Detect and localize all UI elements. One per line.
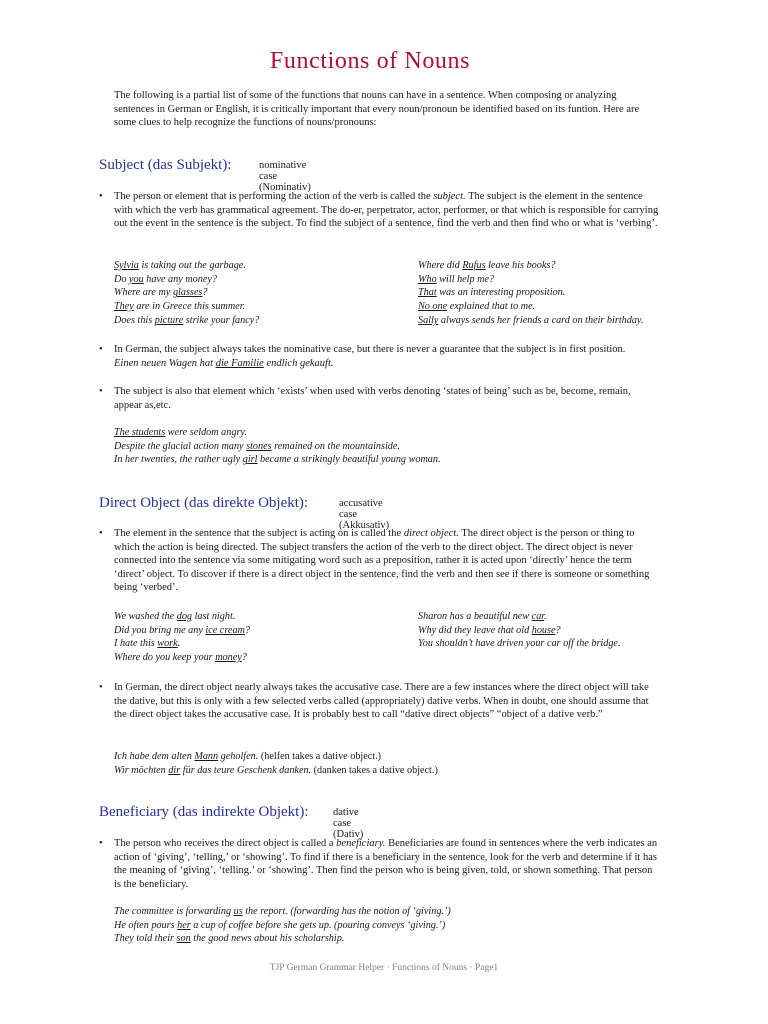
subject-german-note [114,343,659,370]
example-line: No one explained that to me. [418,301,536,313]
direct-object-case: accusative case (Akkusativ) [339,498,390,531]
bullet-dot: • [99,682,103,693]
example-line: Where did Rufus leave his books? [418,260,556,271]
page-footer: TJP German Grammar Helper · Functions of Nouns · Page1 [269,963,499,973]
example-line: Why did they leave that old house? [418,624,561,636]
bullet-dot: • [99,838,103,849]
example-line: Wir möchten dir für das teure Geschenk danken. (danken takes a dative object.) [114,764,438,776]
page-title: Functions of Nouns [269,48,471,74]
direct-object-german-note: In German, the direct object nearly always takes the accusative case. There are a few instances where the direct object will take the dative, but this is only with a few selected verbs called (appropriately) dative verbs. When in doubt, one should assume that the direct object takes the accusative case. It is probably best to call “dative direct objects” “object of a dative verb.” [114,682,649,721]
example-line: Ich habe dem alten Mann geholfen. (helfen takes a dative object.) [114,751,382,762]
subject-heading [99,157,311,193]
subject-case: nominative case (Nominativ) [259,160,311,193]
example-line: Where are my glasses? [114,287,208,299]
example-line: Did you bring me any ice cream? [114,624,250,636]
beneficiary-heading [99,804,364,840]
subject-german-text: In German, the subject always takes the nominative case, but there is never a guarantee that the subject is in first position. [114,344,626,355]
beneficiary-heading-text: Beneficiary (das indirekte Objekt): [99,804,309,820]
direct-object-examples-right [418,610,621,651]
example-line: Sylvia is taking out the garbage. [114,260,246,271]
bullet-dot: • [99,191,103,202]
subject-examples-left [114,259,259,328]
direct-object-heading-text: Direct Object (das direkte Objekt): [99,495,309,511]
beneficiary-examples [114,905,451,946]
example-line: He often pours her a cup of coffee before she gets up. (pouring conveys ‘giving.’) [114,919,446,931]
example-line: We washed the dog last night. [114,611,236,622]
subject-definition-text: The person or element that is performing the action of the verb is called the subject. The subject is the element in the sentence with which the verb has grammatical agreement. The do-er, perpetrator, actor, performer, or that which is responsible for carrying out the event in the sentence is the subject. To find the subject of a sentence, find the verb and then find who or what is ‘verbing’. [114,191,659,230]
subject-heading-text: Subject (das Subjekt): [99,157,232,173]
example-line: I hate this work. [114,638,181,650]
subject-examples-right [418,259,643,328]
direct-object-dative-examples [114,750,438,777]
subject-state-of-being-text: The subject is also that element which ‘exists’ when used with verbs denoting ‘states of being’ such as be, become, remain, appear as,etc. [114,386,631,411]
example-line: You shouldn’t have driven your car off the bridge. [418,638,621,650]
example-line: Does this picture strike your fancy? [114,314,260,326]
example-line: The committee is forwarding us the report. (forwarding has the notion of ‘giving.’) [114,906,451,917]
subject-state-examples [114,426,441,467]
example-line: Do you have any money? [114,273,217,285]
example-line: That was an interesting proposition. [418,287,566,299]
example-line: In her twenties, the rather ugly girl became a strikingly beautiful young woman. [114,454,441,466]
example-line: Sharon has a beautiful new car. [418,611,547,622]
direct-object-examples-left [114,610,250,665]
bullet-dot: • [99,344,103,355]
subject-definition [114,190,659,231]
beneficiary-definition: The person who receives the direct object is called a beneficiary. Beneficiaries are found in sentences where the verb indicates an action of ‘giving’, ‘telling,’ or ‘showing’. To find if there is a beneficiary in the sentence, look for the verb and determine if it has the meaning of ‘giving’, ‘telling.’ or ‘showing’. Then find the person who is being given, told, or shown something. That person is the beneficiary. [114,838,658,890]
example-line: They told their son the good news about his scholarship. [114,933,345,945]
bullet-dot: • [99,386,103,397]
example-line: Sally always sends her friends a card on their birthday. [418,314,644,326]
example-line: Despite the glacial action many stones remained on the mountainside. [114,440,400,452]
bullet-dot: • [99,528,103,539]
example-line: The students were seldom angry. [114,427,247,438]
example-line: Einen neuen Wagen hat die Familie endlich gekauft. [114,357,334,369]
intro-paragraph: The following is a partial list of some of the functions that nouns can have in a sentence. When composing or analyzing sentences in German or English, it is critically important that every noun/pronoun be identified based on its funtion. Here are some clues to help recognize the functions of nouns/pronouns: [114,90,640,129]
example-line: They are in Greece this summer. [114,301,246,313]
direct-object-definition: The element in the sentence that the subject is acting on is called the direct object. The direct object is the person or thing to which the action is being directed. The subject transfers the action of the verb to the direct object. The direct object is never connected into the sentence via some mitigating word such as a preposition, rather it is acted upon ‘directly’ hence the term ‘direct’ object. To discover if there is a direct object in the sentence, find the verb and then see if there is someone or something being ‘verbed’. [114,528,650,594]
direct-object-heading [99,495,390,531]
beneficiary-case: dative case (Dativ) [333,807,364,840]
example-line: Where do you keep your money? [114,652,247,664]
example-line: Who will help me? [418,273,495,285]
